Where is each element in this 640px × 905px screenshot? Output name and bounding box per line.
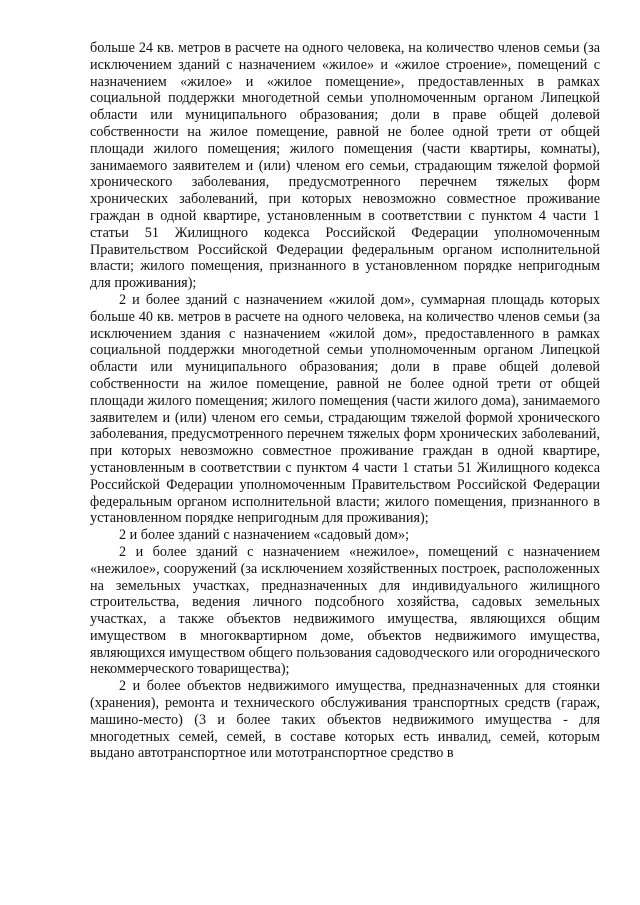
paragraph-residential-houses: 2 и более зданий с назначением «жилой дом», суммарная площадь которых больше 40 кв. метров в расчете на одного человека, на количество членов семьи (за исключением здания с назначением «жилой дом», предоставленного в рамках социальной поддержки многодетной семьи уполномоченным органом Липецкой области или муниципального образования; доли в праве общей долевой собственности на жилое помещение, равной не более одной трети от общей площади жилого помещения; жилого помещения (части жилого дома), занимаемого заявителем и (или) членом его семьи, страдающим тяжелой формой хронического заболевания, предусмотренного перечнем тяжелых форм хронических заболеваний, при которых невозможно совместное проживание граждан в одной квартире, установленным в соответствии с пунктом 4 части 1 статьи 51 Жилищного кодекса Российской Федерации уполномоченным Правительством Российской Федерации федеральным органом исполнительной власти; жилого помещения, признанного в установленном порядке непригодным для проживания); (90, 291, 600, 527)
paragraph-garden-houses: 2 и более зданий с назначением «садовый дом»; (119, 527, 410, 544)
document-page (90, 40, 600, 762)
paragraph-living-premises: больше 24 кв. метров в расчете на одного человека, на количество членов семьи (за исключением зданий с назначением «жилое» и «жилое строение», помещений с назначением «жилое» и «жилое помещение», предоставленных в рамках социальной поддержки многодетной семьи уполномоченным органом Липецкой области или муниципального образования; доли в праве общей долевой собственности на жилое помещение, равной не более одной трети от общей площади жилого помещения; жилого помещения (части квартиры, комнаты), занимаемого заявителем и (или) членом его семьи, страдающим тяжелой формой хронического заболевания, предусмотренного перечнем тяжелых форм хронических заболеваний, при которых невозможно совместное проживание граждан в одной квартире, установленным в соответствии с пунктом 4 части 1 статьи 51 Жилищного кодекса Российской Федерации уполномоченным Правительством Российской Федерации федеральным органом исполнительной власти; жилого помещения, признанного в установленном порядке непригодным для проживания); (90, 40, 600, 292)
paragraph-vehicle-storage: 2 и более объектов недвижимого имущества, предназначенных для стоянки (хранения), ремонта и технического обслуживания транспортных средств (гараж, машино-место) (3 и более таких объектов недвижимого имущества - для многодетных семей, семей, в составе которых есть инвалид, семей, которым выдано автотранспортное или мототранспортное средство в (90, 678, 600, 762)
paragraph-non-residential: 2 и более зданий с назначением «нежилое», помещений с назначением «нежилое», сооружений (за исключением хозяйственных построек, расположенных на земельных участках, предназначенных для индивидуального жилищного строительства, ведения личного подсобного хозяйства, садовых земельных участках, а также объектов недвижимого имущества, являющихся общим имуществом в многоквартирном доме, объектов недвижимого имущества, являющихся имуществом общего пользования садоводческого или огороднического некоммерческого товарищества); (90, 543, 600, 678)
